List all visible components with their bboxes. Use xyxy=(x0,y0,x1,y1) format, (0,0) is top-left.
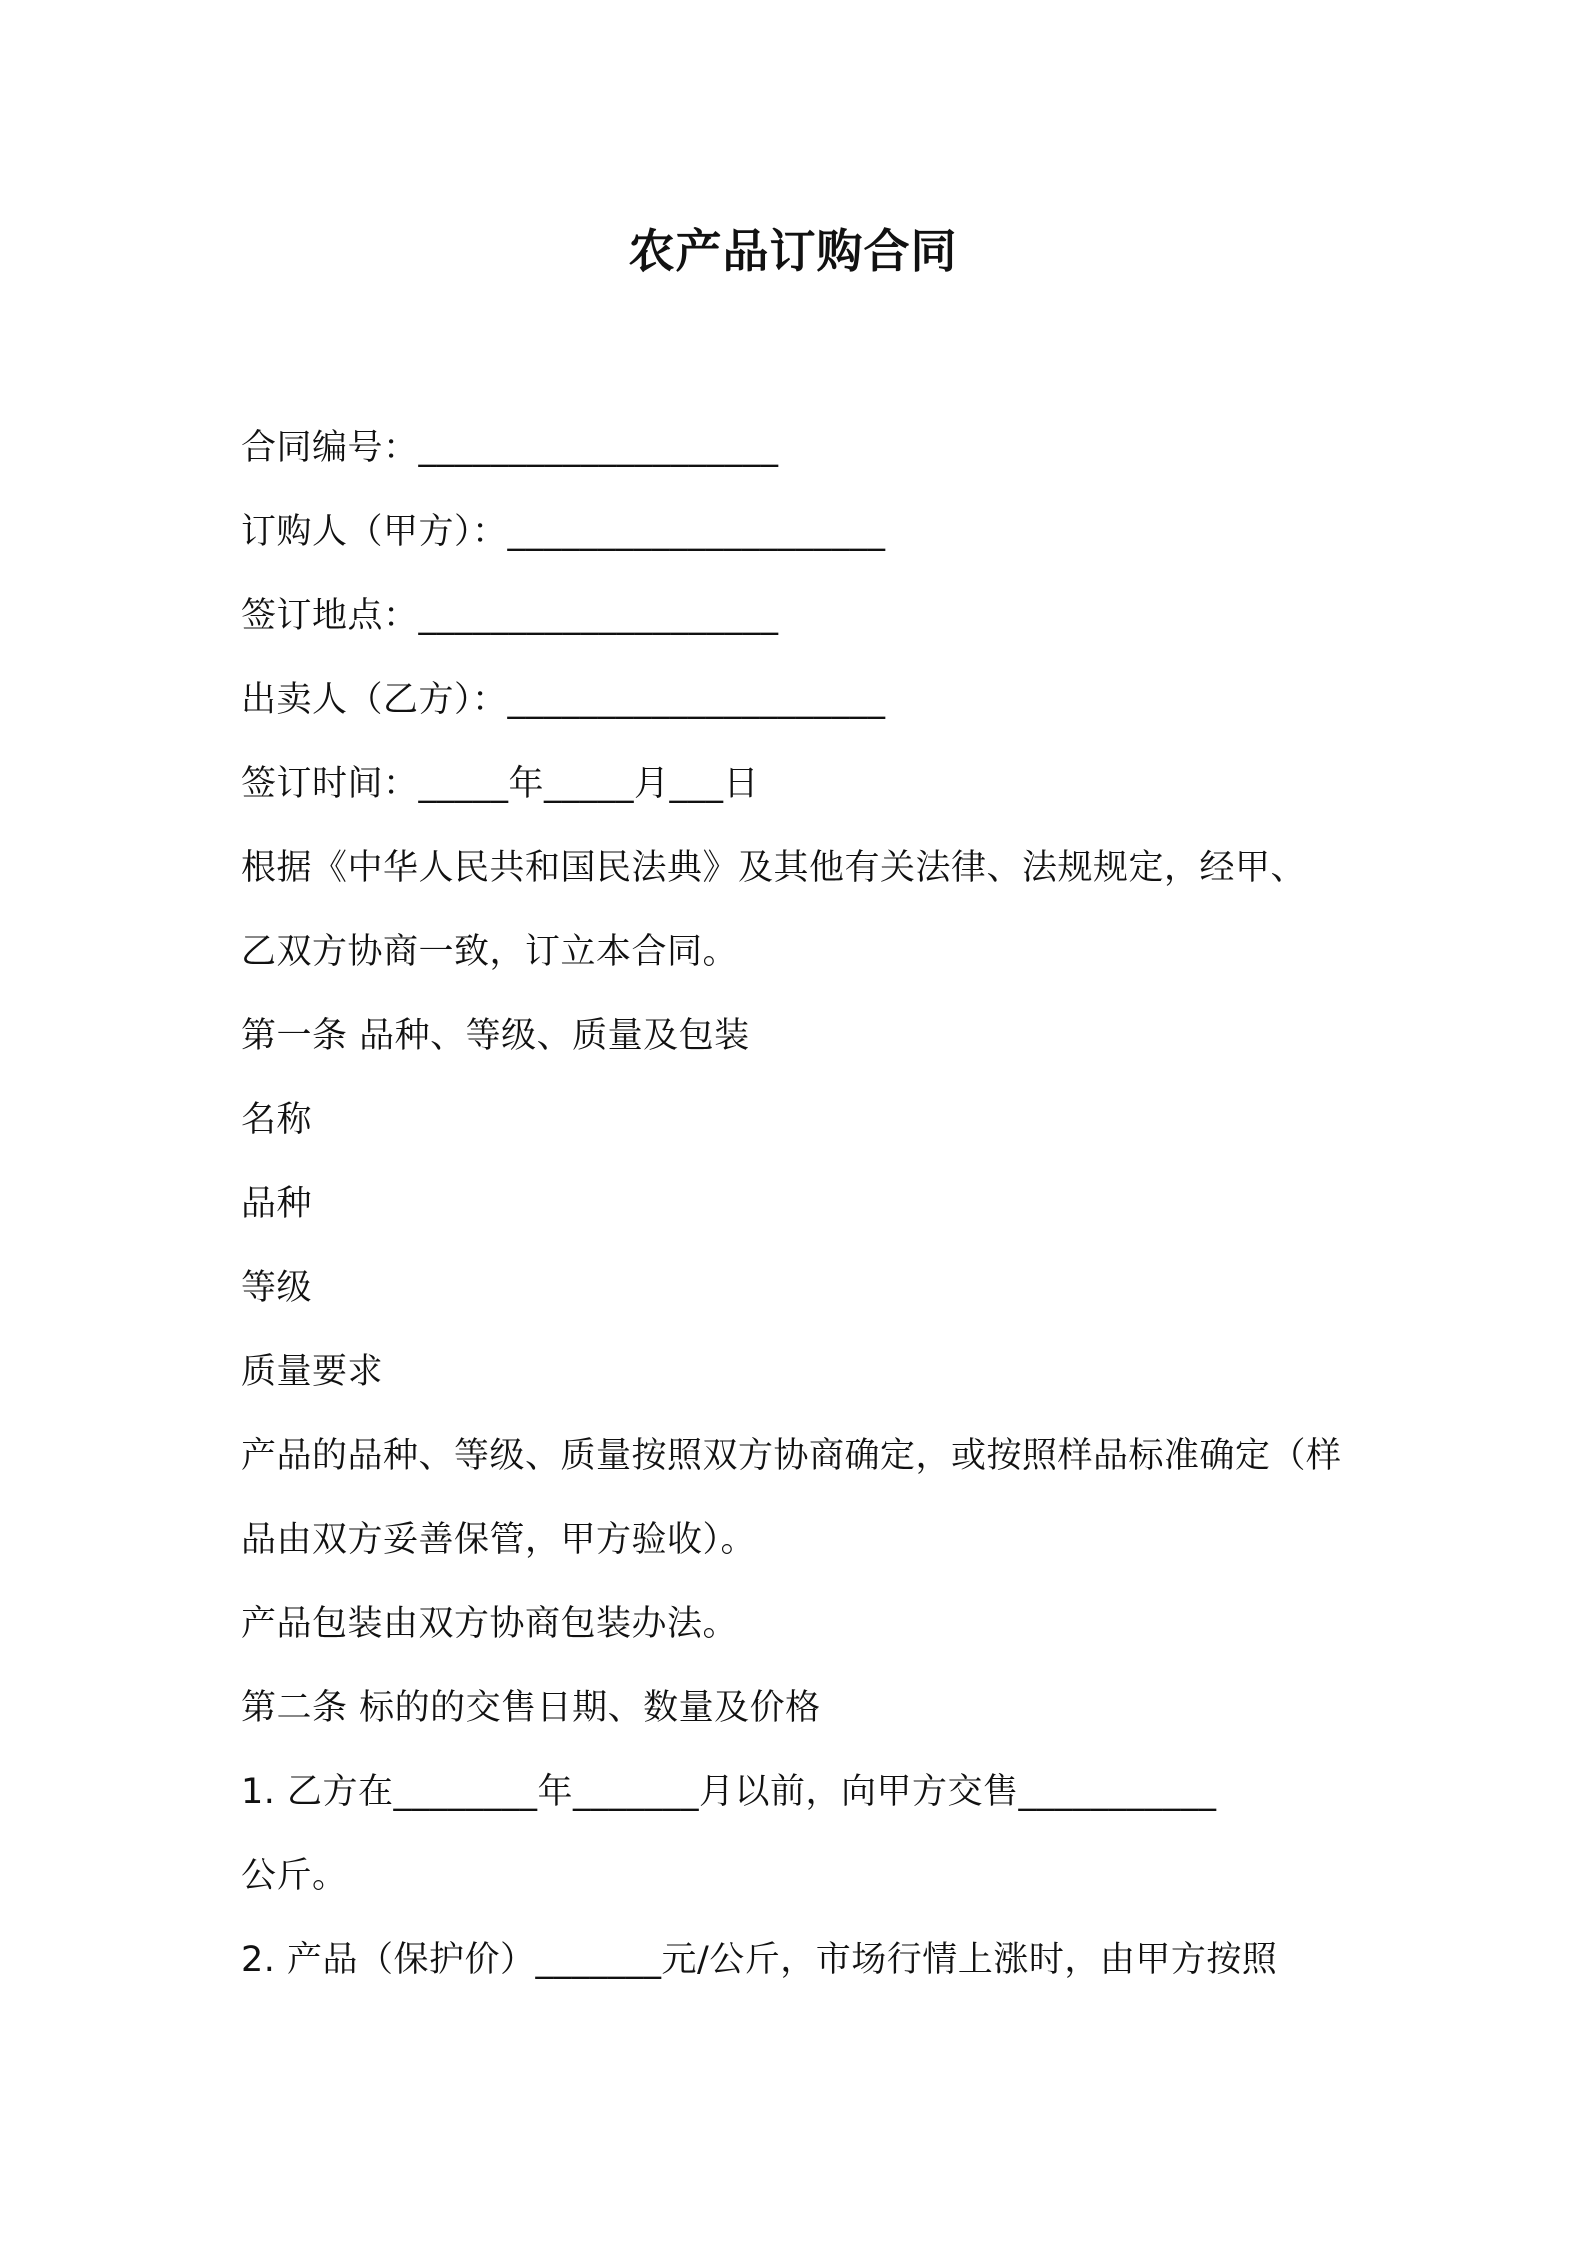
signing-place-field: 签订地点：____________________ xyxy=(241,596,779,636)
buyer-party-a-field: 订购人（甲方）：_____________________ xyxy=(241,512,886,552)
clause-2-line-1: 2. 产品（保护价）_______元/公斤，市场行情上涨时，由甲方按照 xyxy=(241,1940,1278,1980)
preamble-line-2: 乙双方协商一致，订立本合同。 xyxy=(241,932,739,972)
signing-date-field: 签订时间：_____年_____月___日 xyxy=(241,764,760,804)
item-name-label: 名称 xyxy=(241,1100,313,1140)
article-2-heading: 第二条 标的的交售日期、数量及价格 xyxy=(241,1688,821,1728)
seller-party-b-field: 出卖人（乙方）：_____________________ xyxy=(241,680,886,720)
contract-number-field: 合同编号：____________________ xyxy=(241,428,779,468)
preamble-line-1: 根据《中华人民共和国民法典》及其他有关法律、法规规定，经甲、 xyxy=(241,848,1307,888)
quality-requirement-label: 质量要求 xyxy=(241,1352,384,1392)
clause-1-line-1: 1. 乙方在________年_______月以前，向甲方交售___________ xyxy=(241,1772,1217,1812)
quality-paragraph-line-2: 品由双方妥善保管，甲方验收）。 xyxy=(241,1520,757,1560)
document-body xyxy=(241,406,1361,2002)
document-title: 农产品订购合同 xyxy=(628,224,958,278)
quality-paragraph-line-1: 产品的品种、等级、质量按照双方协商确定，或按照样品标准确定（样 xyxy=(241,1436,1342,1476)
item-variety-label: 品种 xyxy=(241,1184,313,1224)
item-grade-label: 等级 xyxy=(241,1268,313,1308)
article-1-heading: 第一条 品种、等级、质量及包装 xyxy=(241,1016,750,1056)
clause-1-line-2: 公斤。 xyxy=(241,1856,348,1896)
packaging-paragraph: 产品包装由双方协商包装办法。 xyxy=(241,1604,739,1644)
